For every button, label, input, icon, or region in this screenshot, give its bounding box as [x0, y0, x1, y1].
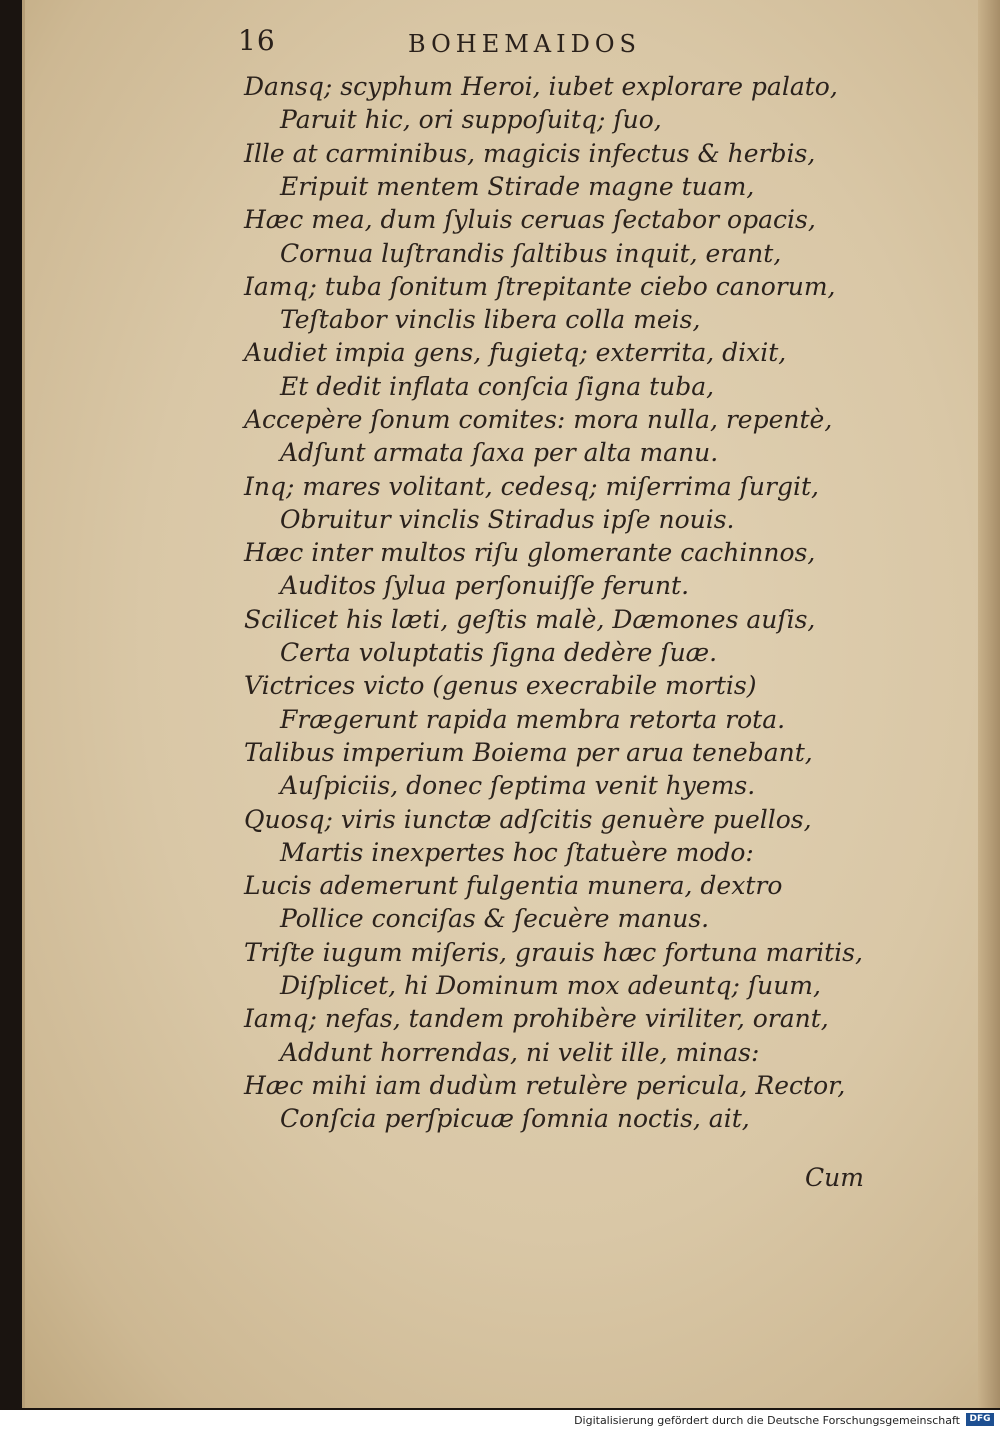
verse-line-pentameter: Pollice conciſas & ſecuère manus.: [280, 904, 710, 933]
verse-line-pentameter: Cornua luſtrandis ſaltibus inquit, erant,: [280, 239, 782, 268]
verse-line-pentameter: Obruitur vinclis Stiradus ipſe nouis.: [280, 505, 735, 534]
catchword: Cum: [805, 1163, 864, 1192]
verse-line-hexameter: Hæc mea, dum ſyluis ceruas ſectabor opacis,: [244, 205, 816, 234]
funding-notice: Digitalisierung gefördert durch die Deutsche Forschungsgemeinschaft: [574, 1414, 960, 1427]
verse-line-hexameter: Iamq; nefas, tandem prohibère viriliter, orant,: [244, 1004, 829, 1033]
footer-bar: [0, 1410, 1000, 1430]
verse-line-hexameter: Inq; mares volitant, cedesq; miſerrima ſurgit,: [244, 472, 819, 501]
verse-line-pentameter: Certa voluptatis ſigna dedère ſuæ.: [280, 638, 718, 667]
verse-line-hexameter: Hæc inter multos riſu glomerante cachinnos,: [244, 538, 816, 567]
verse-line-hexameter: Talibus imperium Boiema per arua tenebant,: [244, 738, 813, 767]
verse-line-hexameter: Audiet impia gens, fugietq; exterrita, dixit,: [244, 338, 787, 367]
page-edge: [978, 0, 1000, 1408]
verse-line-hexameter: Lucis ademerunt fulgentia munera, dextro: [244, 871, 783, 900]
verse-line-hexameter: Ille at carminibus, magicis infectus & herbis,: [244, 139, 816, 168]
verse-line-pentameter: Frægerunt rapida membra retorta rota.: [280, 705, 786, 734]
verse-line-pentameter: Martis inexpertes hoc ſtatuère modo:: [280, 838, 754, 867]
page-header: [218, 22, 678, 66]
verse-line-hexameter: Iamq; tuba ſonitum ſtrepitante ciebo canorum,: [244, 272, 836, 301]
verse-line-pentameter: Adſunt armata ſaxa per alta manu.: [280, 438, 719, 467]
verse-line-pentameter: Auditos ſylua perſonuiſſe ferunt.: [280, 571, 690, 600]
verse-line-hexameter: Triſte iugum miſeris, grauis hæc fortuna maritis,: [244, 938, 863, 967]
verse-line-hexameter: Quosq; viris iunctæ adſcitis genuère puellos,: [244, 805, 812, 834]
verse-line-hexameter: Victrices victo (genus execrabile mortis): [244, 671, 757, 700]
verse-line-hexameter: Dansq; scyphum Heroi, iubet explorare palato,: [244, 72, 838, 101]
verse-line-pentameter: Paruit hic, ori suppoſuitq; ſuo,: [280, 105, 662, 134]
verse-line-pentameter: Teſtabor vinclis libera colla meis,: [280, 305, 701, 334]
verse-line-pentameter: Addunt horrendas, ni velit ille, minas:: [280, 1038, 760, 1067]
dfg-logo: DFG: [966, 1413, 994, 1426]
verse-line-pentameter: Auſpiciis, donec ſeptima venit hyems.: [280, 771, 756, 800]
page-number: 16: [238, 24, 276, 57]
verse-line-hexameter: Scilicet his læti, geſtis malè, Dæmones auſis,: [244, 605, 816, 634]
verse-line-pentameter: Diſplicet, hi Dominum mox adeuntq; ſuum,: [280, 971, 821, 1000]
verse-line-hexameter: Hæc mihi iam dudùm retulère pericula, Rector,: [244, 1071, 846, 1100]
running-title: BOHEMAIDOS: [408, 30, 641, 58]
verse-line-hexameter: Accepère ſonum comites: mora nulla, repentè,: [244, 405, 833, 434]
verse-line-pentameter: Et dedit inflata conſcia ſigna tuba,: [280, 372, 715, 401]
verse-line-pentameter: Conſcia perſpicuæ ſomnia noctis, ait,: [280, 1104, 750, 1133]
verse-line-pentameter: Eripuit mentem Stirade magne tuam,: [280, 172, 755, 201]
